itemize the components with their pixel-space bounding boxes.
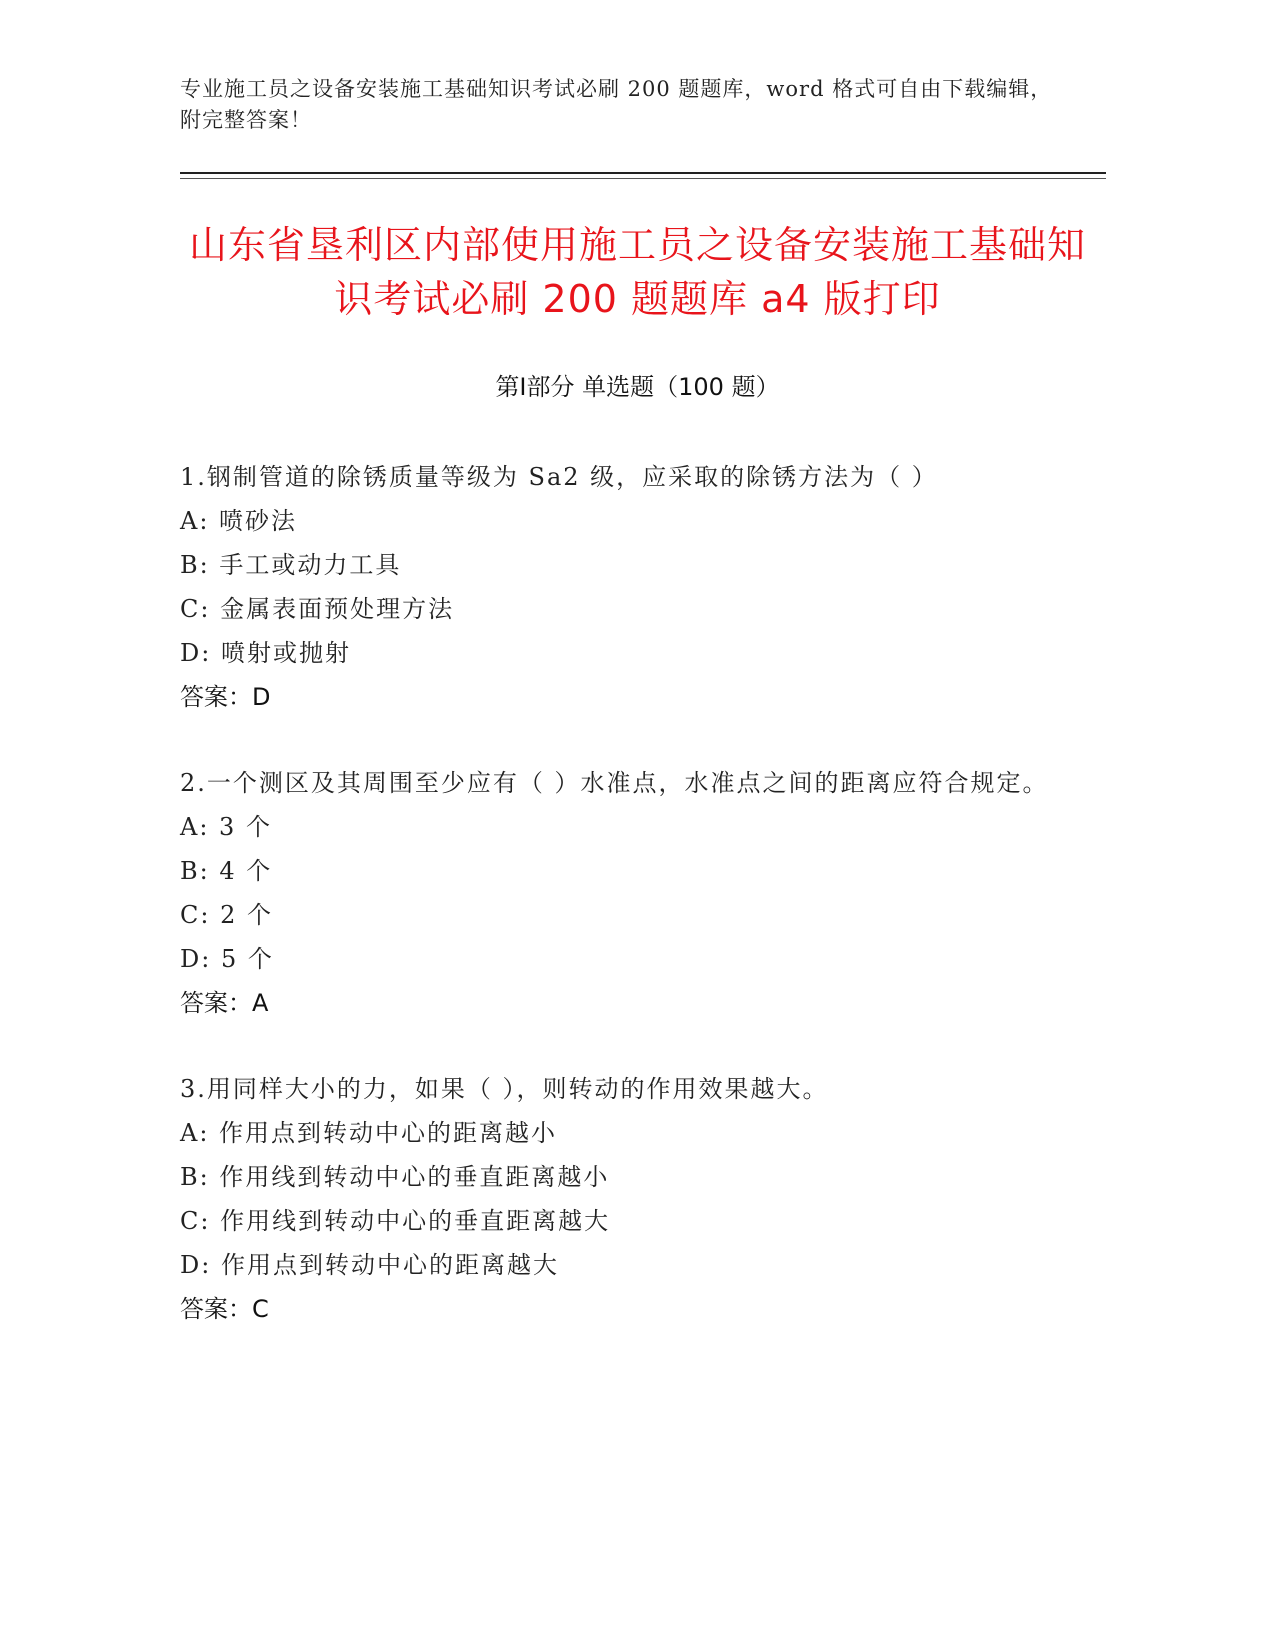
- option-b: B: 4 个: [180, 857, 273, 885]
- option-d: D: 5 个: [180, 945, 274, 973]
- option-d: D: 喷射或抛射: [180, 639, 351, 667]
- option-c: C: 作用线到转动中心的垂直距离越大: [180, 1207, 611, 1235]
- option-b: B: 手工或动力工具: [180, 551, 402, 579]
- section-title: 第Ⅰ部分 单选题（100 题）: [495, 373, 780, 401]
- answer: 答案：D: [180, 683, 271, 711]
- question-stem: 3.用同样大小的力，如果（ ），则转动的作用效果越大。: [180, 1075, 829, 1103]
- header-divider-thick: [180, 172, 1106, 174]
- document-title: 山东省垦利区内部使用施工员之设备安装施工基础知识考试必刷 200 题题库 a4 版打印: [188, 223, 1086, 321]
- option-a: A: 作用点到转动中心的距离越小: [180, 1119, 558, 1147]
- question-stem: 2.一个测区及其周围至少应有（ ）水准点，水准点之间的距离应符合规定。: [180, 769, 1049, 797]
- answer: 答案：A: [180, 989, 269, 1017]
- option-d: D: 作用点到转动中心的距离越大: [180, 1251, 559, 1279]
- question-3: [180, 1067, 1050, 1331]
- header-note: 专业施工员之设备安装施工基础知识考试必刷 200 题题库，word 格式可自由下载编辑，附完整答案！: [180, 77, 1053, 132]
- option-a: A: 3 个: [180, 813, 272, 841]
- question-2: [180, 761, 1050, 1025]
- option-c: C: 2 个: [180, 901, 273, 929]
- option-c: C: 金属表面预处理方法: [180, 595, 455, 623]
- header-divider-thin: [180, 178, 1106, 179]
- question-list: [180, 455, 1050, 1373]
- question-1: [180, 455, 1050, 719]
- option-b: B: 作用线到转动中心的垂直距离越小: [180, 1163, 610, 1191]
- answer: 答案：C: [180, 1295, 269, 1323]
- option-a: A: 喷砂法: [180, 507, 298, 535]
- question-stem: 1.钢制管道的除锈质量等级为 Sa2 级，应采取的除锈方法为（ ）: [180, 463, 938, 491]
